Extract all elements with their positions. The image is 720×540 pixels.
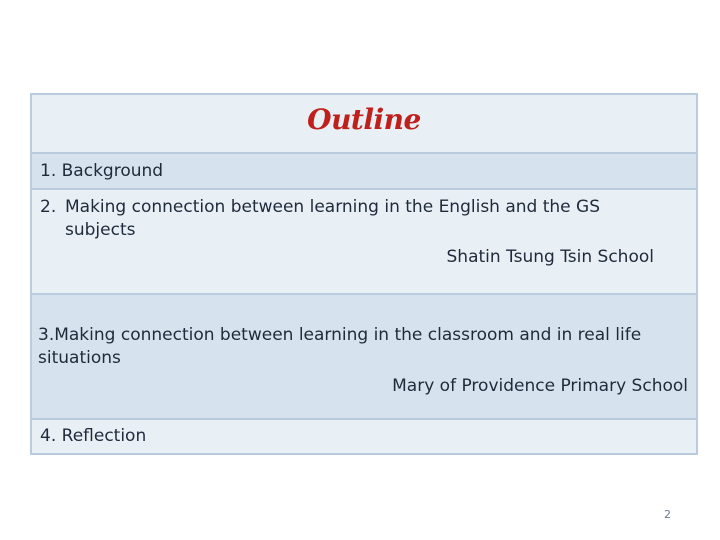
item-1-number: 1. [40,161,57,181]
title-row [32,95,696,154]
slide-title: Outline [307,103,421,136]
item-1-text [40,160,163,183]
item-2-school: Shatin Tsung Tsin School [446,247,654,267]
item-3-school: Mary of Providence Primary School [392,376,688,396]
item-2-label: Making connection between learning in the English and the GS subjects [65,197,601,240]
item-4-label: Reflection [61,426,147,446]
item-2-number: 2. [40,197,57,217]
outline-item-classroom-real-life [32,295,696,420]
outline-item-english-gs [32,190,696,295]
item-4-text [40,425,146,448]
item-1-label: Background [61,161,164,181]
outline-item-background [32,154,696,190]
item-3-label: 3.Making connection between learning in the classroom and in real life situations [38,325,642,368]
outline-table [30,93,698,455]
page-number: 2 [664,508,671,521]
outline-item-reflection [32,420,696,453]
item-4-number: 4. [40,426,57,446]
